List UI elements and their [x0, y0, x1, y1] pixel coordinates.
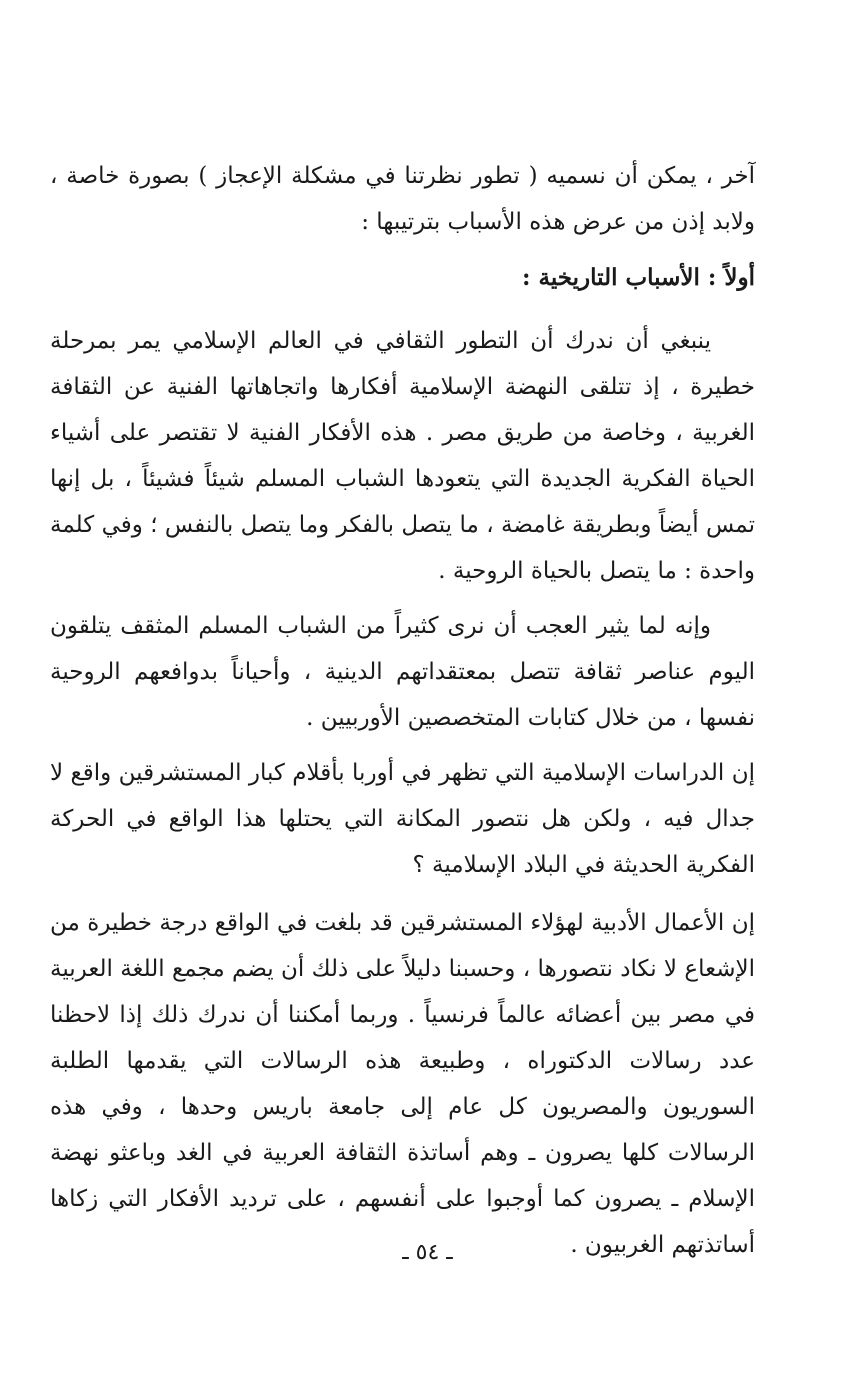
paragraph-orientalist-works: إن الأعمال الأدبية لهؤلاء المستشرقين قد بلغت في الواقع درجة خطيرة من الإشعاع لا نكاد نتصورها ، وحسبنا دليلاً على ذلك أن يضم مجمع اللغة العربية في مصر بين أعضائه عالماً فرنسياً . وربما أمكننا أن ندرك ذلك إذا لاحظنا عدد رسالات الدكتوراه ، وطبيعة هذه الرسالات التي يقدمها الطلبة السوريون والمصريون كل عام إلى جامعة باريس وحدها ، وفي هذه الرسالات كلها يصرون ـ وهم أساتذة الثقافة العربية في الغد وباعثو نهضة الإسلام ـ يصرون كما أوجبوا على أنفسهم ، على ترديد الأفكار التي زكاها أساتذتهم الغربيون .: [50, 910, 755, 1258]
paragraph-historical-reasons: ينبغي أن ندرك أن التطور الثقافي في العالم الإسلامي يمر بمرحلة خطيرة ، إذ تتلقى النهضة الإسلامية أفكارها واتجاهاتها الفنية عن الثقافة الغربية ، وخاصة من طريق مصر . هذه الأفكار الفنية لا تقتصر على أشياء الحياة الفكرية الجديدة التي يتعودها الشباب المسلم شيئاً فشيئاً ، بل إنها تمس أيضاً وبطريقة غامضة ، ما يتصل بالفكر وما يتصل بالنفس ؛ وفي كلمة واحدة : ما يتصل بالحياة الروحية .: [50, 328, 755, 584]
intro-paragraph: آخر ، يمكن أن نسميه ( تطور نظرتنا في مشكلة الإعجاز ) بصورة خاصة ، ولابد إذن من عرض هذه الأسباب بترتيبها :: [50, 163, 755, 235]
page-number: ـ ٥٤ ـ: [402, 1240, 453, 1265]
paragraph-muslim-youth: وإنه لما يثير العجب أن نرى كثيراً من الشباب المسلم المثقف يتلقون اليوم عناصر ثقافة تتصل بمعتقداتهم الدينية ، وأحياناً بدوافعهم الروحية نفسها ، من خلال كتابات المتخصصين الأوربيين .: [50, 613, 755, 731]
section-heading: أولاً : الأسباب التاريخية :: [522, 264, 755, 291]
paragraph-islamic-studies: إن الدراسات الإسلامية التي تظهر في أوربا بأقلام كبار المستشرقين واقع لا جدال فيه ، ولكن هل نتصور المكانة التي يحتلها هذا الواقع في الحركة الفكرية الحديثة في البلاد الإسلامية ؟: [50, 760, 755, 878]
